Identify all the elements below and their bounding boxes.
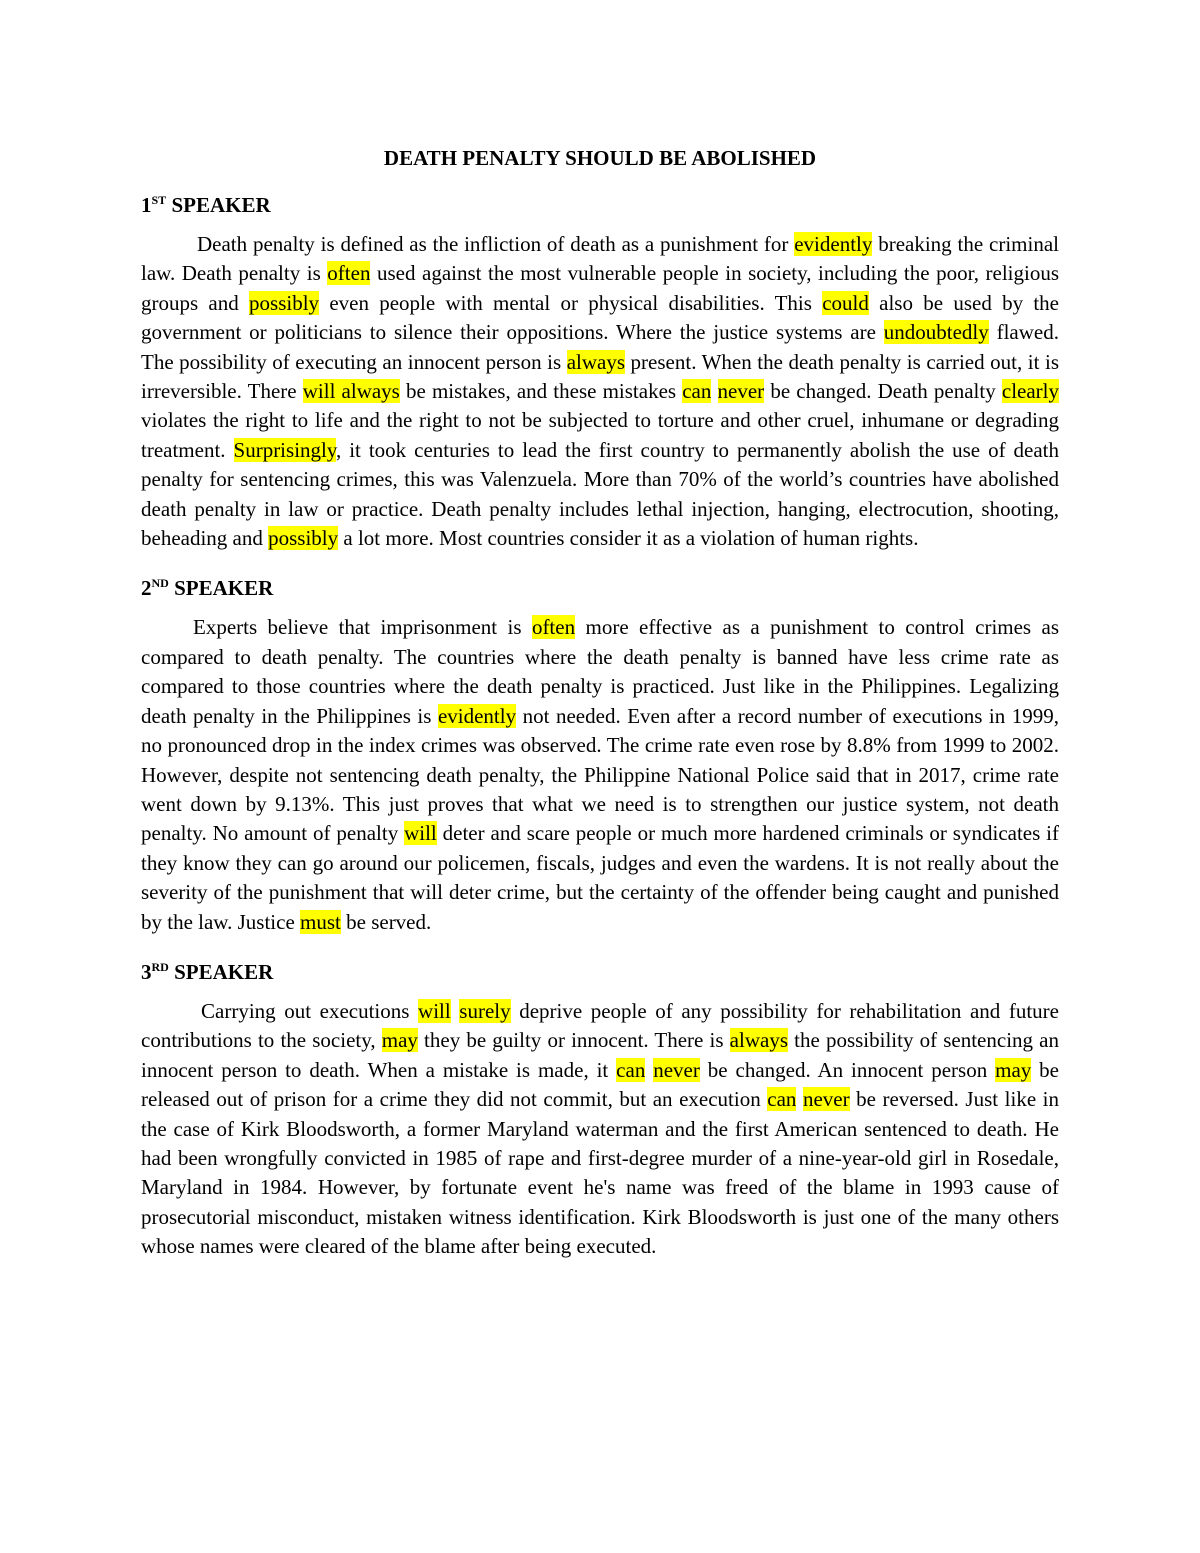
highlighted-word: never (717, 379, 765, 404)
speaker-heading-3 (141, 957, 1059, 987)
highlighted-word: will (418, 998, 451, 1023)
highlighted-word: possibly (249, 290, 320, 315)
speaker-paragraph-1 (141, 230, 1059, 553)
highlighted-word: may (995, 1057, 1032, 1082)
speaker-heading-1 (141, 190, 1059, 220)
paragraph-text: used against the most vulnerable people in society, including the poor, religious groups and (141, 261, 1059, 315)
highlighted-word: possibly (268, 526, 339, 551)
paragraph-text (711, 379, 717, 403)
highlighted-word: always (729, 1028, 788, 1053)
paragraph-text: flawed. The possibility of executing an innocent person is (141, 320, 1059, 374)
paragraph-text: be served. (340, 909, 432, 934)
paragraph-text: Experts believe that imprisonment is (193, 615, 532, 640)
highlighted-word: can (616, 1057, 646, 1082)
highlighted-word: undoubtedly (883, 320, 989, 345)
paragraph-text: be changed. Death penalty (764, 379, 1002, 404)
paragraph-text: violates the right to life and the right to not be subjected to torture and other cruel, inhumane or degrading treatment. (141, 408, 1059, 462)
paragraph-text: present. When the death penalty is carried out, it is irreversible. There (141, 349, 1059, 404)
paragraph-text: more effective as a punishment to control crimes as compared to death penalty. The countries where the death penalty is banned have less crime rate as compared to those countries where the death penalty is practiced. Just like in the Philippines. Legalizing death penalty in the Philippines is (141, 615, 1059, 728)
speaker-number: 1 (141, 193, 152, 217)
highlighted-word: always (566, 349, 626, 374)
highlighted-word: will (404, 821, 437, 846)
highlighted-word: clearly (1001, 379, 1059, 404)
paragraph-text (451, 999, 460, 1023)
speaker-ordinal-suffix: ST (151, 193, 167, 207)
highlighted-word: surely (459, 998, 511, 1023)
document-title: DEATH PENALTY SHOULD BE ABOLISHED (383, 146, 817, 170)
speaker-label: SPEAKER (174, 959, 274, 984)
speaker-ordinal-suffix: RD (151, 959, 169, 974)
speaker-ordinal-suffix: ND (151, 576, 169, 591)
highlighted-word: often (327, 261, 371, 286)
paragraph-text: be released out of prison for a crime they did not commit, but an execution (141, 1057, 1060, 1112)
speaker-paragraph-3 (141, 997, 1059, 1262)
highlighted-word: evidently (794, 232, 873, 256)
paragraph-text: Carrying out executions (201, 998, 419, 1023)
speaker-number: 3 (141, 959, 152, 984)
paragraph-text: be reversed. Just like in the case of Kirk Bloodsworth, a former Maryland waterman and the first American sentenced to death. He had been wrongfully convicted in 1985 of rape and first-degree murder of a nine-year-old girl in Rosedale, Maryland in 1984. However, by fortunate event he's name was freed of the blame in 1993 cause of prosecutorial misconduct, mistaken witness identification. Kirk Bloodsworth is just one of the many others whose names were cleared of the blame after being executed. (141, 1087, 1060, 1259)
paragraph-text (796, 1087, 803, 1111)
highlighted-word: can (682, 379, 712, 404)
document-page (141, 140, 1059, 1282)
highlighted-word: can (767, 1087, 797, 1112)
speaker-paragraph-2 (141, 613, 1059, 936)
speaker-heading-2 (141, 573, 1059, 603)
paragraph-text: they be guilty or innocent. There is (417, 1028, 730, 1053)
highlighted-word: Surprisingly (233, 437, 336, 462)
paragraph-text: Death penalty is defined as the infliction of death as a punishment for (197, 232, 795, 256)
paragraph-text: not needed. Even after a record number of executions in 1999, no pronounced drop in the index crimes was observed. The crime rate even rose by 8.8% from 1999 to 2002. However, despite not sentencing death penalty, the Philippine National Police said that in 2017, crime rate went down by 9.13%. This just proves that what we need is to strengthen our justice system, not death penalty. No amount of penalty (141, 703, 1059, 846)
paragraph-text: deter and scare people or much more hardened criminals or syndicates if they know they can go around our policemen, fiscals, judges and even the wardens. It is not really about the severity of the punishment that will deter crime, but the certainty of the offender being caught and punished by the law. Justice (141, 821, 1059, 934)
highlighted-word: will always (302, 379, 400, 404)
paragraph-text: also be used by the government or politicians to silence their oppositions. Where the justice systems are (141, 290, 1059, 345)
paragraph-text: breaking the criminal law. Death penalty is (141, 232, 1059, 286)
speaker-label: SPEAKER (174, 576, 274, 601)
highlighted-word: may (381, 1028, 418, 1053)
speaker-section-3 (141, 957, 1059, 1262)
highlighted-word: never (802, 1087, 850, 1112)
paragraph-text: the possibility of sentencing an innocent person to death. When a mistake is made, it (141, 1028, 1059, 1082)
paragraph-text: be mistakes, and these mistakes (399, 379, 683, 404)
highlighted-word: never (653, 1057, 700, 1082)
paragraph-text: , it took centuries to lead the first country to permanently abolish the use of death penalty for sentencing crimes, this was Valenzuela. More than 70% of the world’s countries have abolished death penalty in law or practice. Death penalty includes lethal injection, hanging, electrocution, shooting, beheading and (141, 437, 1059, 551)
highlighted-word: evidently (437, 703, 517, 728)
paragraph-text: even people with mental or physical disabilities. This (319, 290, 823, 315)
speaker-number: 2 (141, 576, 152, 601)
highlighted-word: could (822, 290, 869, 315)
highlighted-word: must (300, 909, 341, 934)
paragraph-text: a lot more. Most countries consider it as a violation of human rights. (338, 526, 919, 551)
paragraph-text: be changed. An innocent person (699, 1057, 996, 1082)
speaker-section-2 (141, 573, 1059, 936)
highlighted-word: often (531, 615, 576, 640)
speaker-section-1 (141, 190, 1059, 553)
speaker-label: SPEAKER (171, 193, 271, 217)
paragraph-text: deprive people of any possibility for rehabilitation and future contributions to the society, (141, 998, 1059, 1053)
